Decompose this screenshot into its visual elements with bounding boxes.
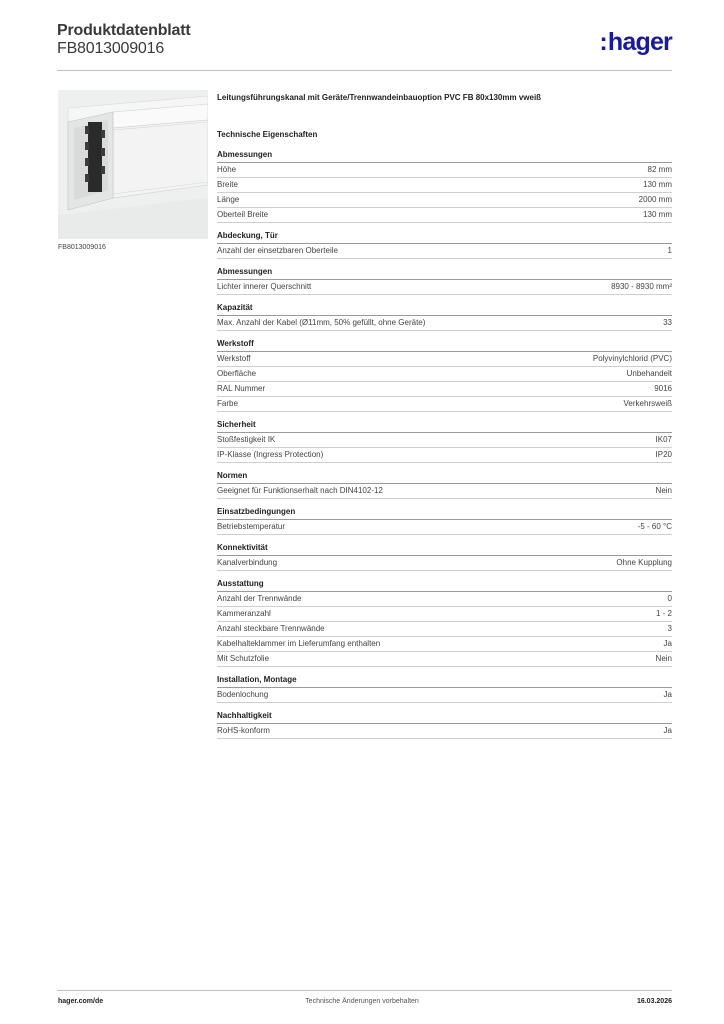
- spec-section: [217, 231, 672, 259]
- spec-value: 3: [667, 624, 672, 633]
- section-title: Konnektivität: [217, 543, 672, 556]
- section-title: Einsatzbedingungen: [217, 507, 672, 520]
- spec-value: 1: [667, 246, 672, 255]
- section-title: Installation, Montage: [217, 675, 672, 688]
- header-divider: [57, 70, 672, 71]
- spec-row: [217, 637, 672, 652]
- spec-row: [217, 178, 672, 193]
- spec-row: [217, 193, 672, 208]
- footer-date: 16.03.2026: [636, 998, 672, 1005]
- spec-section: [217, 303, 672, 331]
- spec-row: [217, 208, 672, 223]
- spec-section: [217, 507, 672, 535]
- spec-row: [217, 688, 672, 703]
- spec-label: Höhe: [217, 165, 237, 174]
- spec-value: Ja: [663, 639, 672, 648]
- spec-row: [217, 484, 672, 499]
- section-title: Ausstattung: [217, 579, 672, 592]
- spec-row: [217, 280, 672, 295]
- spec-label: Kanalverbindung: [217, 558, 278, 567]
- spec-value: Verkehrsweiß: [623, 399, 672, 408]
- section-title: Nachhaltigkeit: [217, 711, 672, 724]
- spec-row: [217, 397, 672, 412]
- spec-value: Nein: [655, 654, 672, 663]
- spec-row: [217, 163, 672, 178]
- footer-divider: [57, 990, 672, 991]
- spec-row: [217, 352, 672, 367]
- section-title: Abmessungen: [217, 150, 672, 163]
- page-title: Produktdatenblatt: [57, 22, 191, 39]
- spec-label: Bodenlochung: [217, 690, 269, 699]
- section-title: Sicherheit: [217, 420, 672, 433]
- spec-row: [217, 433, 672, 448]
- spec-label: Anzahl der einsetzbaren Oberteile: [217, 246, 338, 255]
- spec-value: 130 mm: [643, 180, 672, 189]
- spec-label: Oberteil Breite: [217, 210, 269, 219]
- spec-value: IK07: [655, 435, 672, 444]
- product-image: [58, 90, 208, 239]
- spec-section: [217, 579, 672, 667]
- spec-section: [217, 543, 672, 571]
- spec-value: 0: [667, 594, 672, 603]
- spec-section: [217, 675, 672, 703]
- spec-value: Unbehandelt: [626, 369, 672, 378]
- spec-value: 130 mm: [643, 210, 672, 219]
- spec-row: [217, 607, 672, 622]
- spec-section: [217, 711, 672, 739]
- spec-label: Kabelhalteklammer im Lieferumfang enthalten: [217, 639, 381, 648]
- spec-label: RAL Nummer: [217, 384, 266, 393]
- spec-label: Werkstoff: [217, 354, 251, 363]
- spec-label: Breite: [217, 180, 238, 189]
- spec-label: Betriebstemperatur: [217, 522, 286, 531]
- hager-logo: :hager: [599, 28, 672, 56]
- spec-label: Stoßfestigkeit IK: [217, 435, 276, 444]
- spec-label: Geeignet für Funktionserhalt nach DIN4102-12: [217, 486, 383, 495]
- spec-value: Nein: [655, 486, 672, 495]
- section-title: Werkstoff: [217, 339, 672, 352]
- spec-label: Mit Schutzfolie: [217, 654, 270, 663]
- spec-label: Farbe: [217, 399, 238, 408]
- spec-label: Lichter innerer Querschnitt: [217, 282, 312, 291]
- spec-value: 2000 mm: [638, 195, 672, 204]
- section-title: Kapazität: [217, 303, 672, 316]
- image-caption: FB8013009016: [58, 244, 106, 251]
- spec-label: RoHS-konform: [217, 726, 270, 735]
- spec-row: [217, 520, 672, 535]
- spec-row: [217, 244, 672, 259]
- spec-label: Kammeranzahl: [217, 609, 271, 618]
- spec-row: [217, 652, 672, 667]
- spec-label: Länge: [217, 195, 240, 204]
- spec-label: Oberfläche: [217, 369, 257, 378]
- spec-value: 9016: [654, 384, 672, 393]
- spec-label: IP-Klasse (Ingress Protection): [217, 450, 324, 459]
- spec-row: [217, 367, 672, 382]
- section-title: Abdeckung, Tür: [217, 231, 672, 244]
- footer-website: hager.com/de: [58, 998, 104, 1005]
- spec-value: IP20: [655, 450, 672, 459]
- spec-sections: [217, 150, 672, 739]
- spec-label: Anzahl steckbare Trennwände: [217, 624, 325, 633]
- spec-value: 1 - 2: [655, 609, 672, 618]
- spec-value: 82 mm: [647, 165, 672, 174]
- spec-row: [217, 556, 672, 571]
- spec-value: Ohne Kupplung: [616, 558, 672, 567]
- spec-row: [217, 316, 672, 331]
- product-number: FB8013009016: [57, 40, 165, 57]
- spec-area: [217, 93, 672, 747]
- logo-text: hager: [607, 28, 672, 56]
- spec-row: [217, 724, 672, 739]
- product-description: Leitungsführungskanal mit Geräte/Trennwandeinbauoption PVC FB 80x130mm vweiß: [217, 93, 542, 102]
- spec-section: [217, 150, 672, 223]
- spec-row: [217, 448, 672, 463]
- spec-label: Anzahl der Trennwände: [217, 594, 302, 603]
- spec-section: [217, 471, 672, 499]
- footer-note: Technische Änderungen vorbehalten: [305, 998, 419, 1005]
- spec-row: [217, 592, 672, 607]
- tech-properties-heading: Technische Eigenschaften: [217, 130, 318, 139]
- spec-value: Ja: [663, 726, 672, 735]
- spec-label: Max. Anzahl der Kabel (Ø11mm, 50% gefüllt, ohne Geräte): [217, 318, 426, 327]
- section-title: Normen: [217, 471, 672, 484]
- spec-section: [217, 267, 672, 295]
- spec-value: Ja: [663, 690, 672, 699]
- spec-value: 33: [663, 318, 672, 327]
- spec-value: 8930 - 8930 mm²: [611, 282, 672, 291]
- spec-section: [217, 420, 672, 463]
- section-title: Abmessungen: [217, 267, 672, 280]
- spec-value: -5 - 60 °C: [637, 522, 672, 531]
- spec-value: Polyvinylchlorid (PVC): [592, 354, 672, 363]
- spec-row: [217, 382, 672, 397]
- spec-row: [217, 622, 672, 637]
- spec-section: [217, 339, 672, 412]
